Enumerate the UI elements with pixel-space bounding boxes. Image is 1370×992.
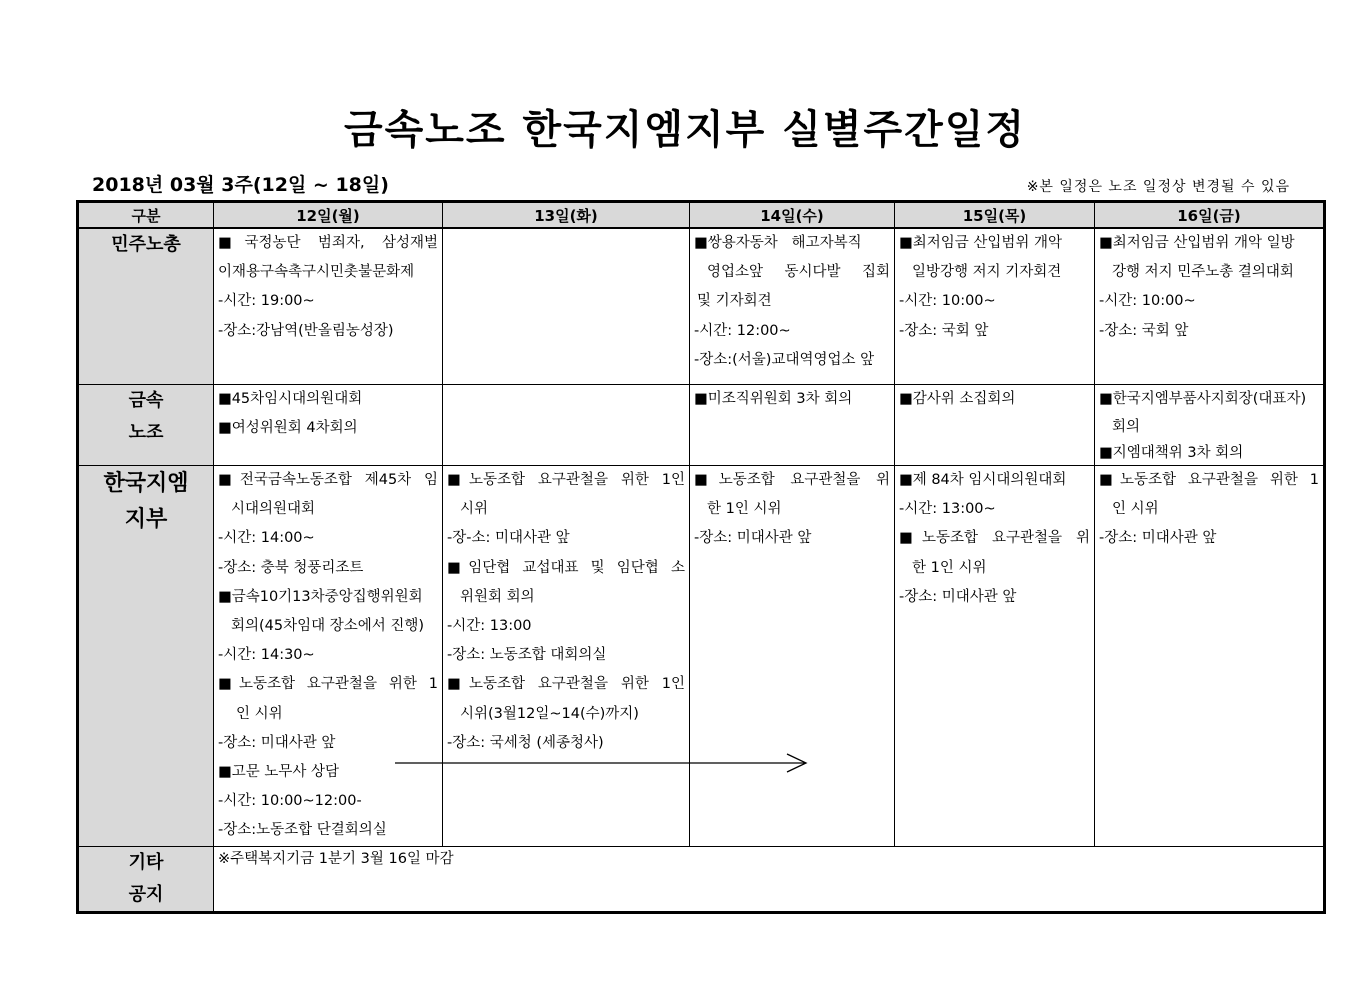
event-line: -시간: 14:00~ (218, 530, 315, 547)
cell-kctu-13 (443, 228, 690, 385)
cell-kmwu-15 (895, 385, 1095, 466)
cell-kctu-16 (1095, 228, 1325, 385)
header-day-15: 15일(목) (895, 202, 1095, 229)
event-line: ■미조직위원회 3차 회의 (694, 391, 853, 407)
header-category: 구분 (78, 202, 214, 229)
event-line: ■한국지엠부품사지회장(대표자) (1099, 391, 1307, 407)
event-line: -장소:강남역(반올림농성장) (218, 322, 394, 339)
event-line: 영업소앞 동시다발 집회 (707, 264, 890, 281)
event-line: ■금속10기13차중앙집행위원회 (218, 588, 423, 605)
event-line: ■전국금속노동조합 제45차 임 (218, 472, 438, 488)
event-line: ■최저임금 산입범위 개악 (899, 235, 1062, 251)
cell-kctu-12 (214, 228, 443, 385)
event-line: -장소: 국세청 (세종청사) (447, 734, 604, 751)
continuation-arrow-icon (395, 752, 815, 776)
event-line: -장소:노동조합 단결회의실 (218, 822, 387, 839)
category-kmwu (78, 385, 214, 466)
cell-kmwu-16 (1095, 385, 1325, 466)
event-line: -장소: 국회 앞 (1099, 322, 1189, 339)
category-label: 기타 (128, 851, 164, 873)
event-line: 시대의원대회 (231, 501, 316, 518)
cell-kctu-14 (690, 228, 895, 385)
header-day-14: 14일(수) (690, 202, 895, 229)
event-line: 강행 저지 민주노총 결의대회 (1112, 264, 1294, 281)
cell-kmwu-14 (690, 385, 895, 466)
event-line: -시간: 14:30~ (218, 647, 315, 664)
row-gmkorea (78, 466, 1325, 847)
event-line: -장소:(서울)교대역영업소 앞 (694, 351, 875, 368)
event-line: 일방강행 저지 기자회견 (912, 264, 1062, 281)
event-line: 위원회 회의 (460, 588, 535, 605)
event-line: -시간: 10:00~12:00- (218, 793, 362, 810)
category-label: 민주노총 (111, 234, 181, 255)
event-line: ■노동조합 요구관철을 위한 1 (218, 676, 438, 693)
cell-other-notice (214, 846, 1325, 912)
event-line: -장소: 미대사관 앞 (218, 734, 336, 751)
category-label: 금속 (128, 390, 164, 411)
cell-gmkorea-15 (895, 466, 1095, 847)
event-line: 시위(3월12일~14(수)까지) (460, 705, 639, 722)
event-line: 및 기자회견 (697, 293, 772, 310)
event-line: ■여성위원회 4차회의 (218, 420, 358, 437)
event-line: 인 시위 (1112, 501, 1159, 518)
row-other (78, 846, 1325, 912)
category-label: 노조 (128, 422, 164, 443)
event-line: -시간: 12:00~ (694, 322, 791, 339)
page-title: 금속노조 한국지엠지부 실별주간일정 (343, 107, 1027, 153)
event-line: ■노동조합 요구관철을 위한 1인 (447, 676, 685, 693)
event-line: ■노동조합 요구관철을 위한 1인 (447, 472, 685, 488)
row-kctu (78, 228, 1325, 385)
header-row (78, 202, 1325, 229)
event-line: 이재용구속촉구시민촛불문화제 (218, 264, 415, 281)
category-label: 한국지엠 (103, 471, 189, 496)
event-line: -장소: 미대사관 앞 (1099, 530, 1217, 547)
header-day-13: 13일(화) (443, 202, 690, 229)
event-line: 한 1인 시위 (707, 501, 782, 518)
event-line: ■쌍용자동차 해고자복직 (694, 235, 862, 251)
event-line: ■고문 노무사 상담 (218, 764, 339, 781)
event-line: 시위 (460, 501, 489, 518)
cell-kctu-15 (895, 228, 1095, 385)
cell-gmkorea-12 (214, 466, 443, 847)
event-line: ■노동조합 요구관철을 위 (694, 472, 890, 488)
event-line: ■최저임금 산입범위 개악 일방 (1099, 235, 1295, 251)
cell-kmwu-12 (214, 385, 443, 466)
header-day-16: 16일(금) (1095, 202, 1325, 229)
event-line: -시간: 10:00~ (1099, 293, 1196, 310)
cell-gmkorea-14 (690, 466, 895, 847)
cell-gmkorea-13 (443, 466, 690, 847)
event-line: -장-소: 미대사관 앞 (447, 530, 570, 547)
category-label: 지부 (124, 507, 168, 532)
event-line: 회의 (1112, 419, 1141, 435)
event-line: ■45차임시대의원대회 (218, 391, 363, 407)
cell-gmkorea-16 (1095, 466, 1325, 847)
event-line: -장소: 미대사관 앞 (899, 588, 1017, 605)
category-other (78, 846, 214, 912)
event-line: 인 시위 (236, 705, 283, 722)
notice-text: ※주택복지기금 1분기 3월 16일 마감 (218, 850, 454, 867)
row-kmwu (78, 385, 1325, 466)
category-kctu (78, 228, 214, 385)
event-line: ■임단협 교섭대표 및 임단협 소 (447, 559, 685, 576)
event-line: -장소: 미대사관 앞 (694, 530, 812, 547)
event-line: -장소: 충북 청풍리조트 (218, 559, 364, 576)
category-gmkorea (78, 466, 214, 847)
event-line: ■감사위 소집회의 (899, 391, 1016, 407)
week-range: 2018년 03월 3주(12일 ~ 18일) (92, 174, 389, 196)
event-line: -장소: 국회 앞 (899, 322, 989, 339)
event-line: -장소: 노동조합 대회의실 (447, 647, 607, 664)
event-line: -시간: 13:00 (447, 618, 532, 635)
category-label: 공지 (128, 883, 164, 905)
event-line: ■국정농단 범죄자, 삼성재벌 (218, 235, 438, 251)
event-line: 회의(45차임대 장소에서 진행) (231, 618, 425, 635)
event-line: -시간: 10:00~ (899, 293, 996, 310)
cell-kmwu-13 (443, 385, 690, 466)
event-line: -시간: 19:00~ (218, 293, 315, 310)
schedule-table (76, 200, 1326, 914)
event-line: 한 1인 시위 (912, 559, 987, 576)
event-line: ■지엠대책위 3차 회의 (1099, 445, 1244, 461)
event-line: -시간: 13:00~ (899, 501, 996, 518)
event-line: ■노동조합 요구관철을 위 (899, 530, 1090, 547)
event-line: ■제 84차 임시대의원대회 (899, 472, 1067, 488)
header-day-12: 12일(월) (214, 202, 443, 229)
event-line: ■노동조합 요구관철을 위한 1 (1099, 472, 1319, 488)
schedule-notice: ※본 일정은 노조 일정상 변경될 수 있음 (1026, 179, 1290, 195)
